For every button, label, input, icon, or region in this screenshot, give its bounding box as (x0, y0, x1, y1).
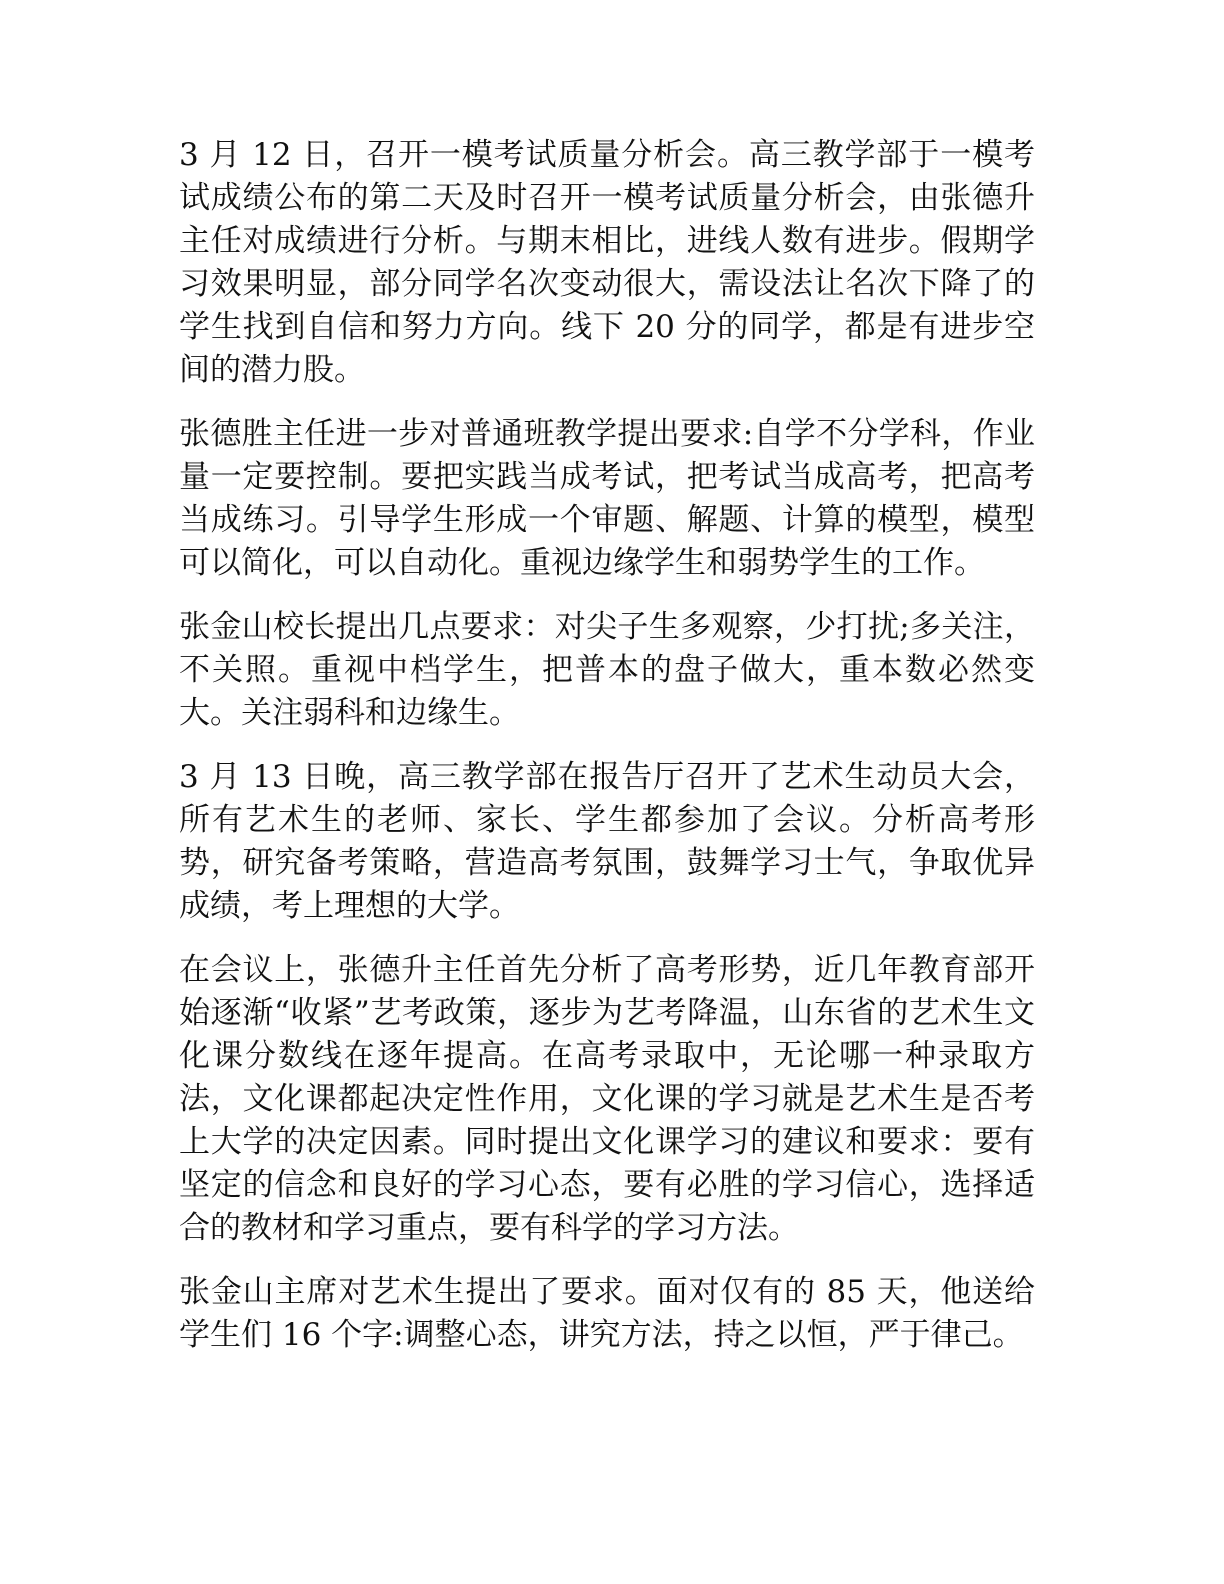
paragraph-teaching-requirements: 张德胜主任进一步对普通班教学提出要求:自学不分学科，作业量一定要控制。要把实践当成考试，把考试当成高考，把高考当成练习。引导学生形成一个审题、解题、计算的模型，模型可以简化，可以自动化。重视边缘学生和弱势学生的工作。 (179, 416, 1035, 581)
paragraph-chairman-requirements: 张金山主席对艺术生提出了要求。面对仅有的 85 天，他送给学生们 16 个字:调整心态，讲究方法，持之以恒，严于律己。 (179, 1274, 1035, 1353)
paragraph-exam-situation-analysis: 在会议上，张德升主任首先分析了高考形势，近几年教育部开始逐渐“收紧”艺考政策，逐步为艺考降温，山东省的艺术生文化课分数线在逐年提高。在高考录取中，无论哪一种录取方法，文化课都起决定性作用，文化课的学习就是艺术生是否考上大学的决定因素。同时提出文化课学习的建议和要求：要有坚定的信念和良好的学习心态，要有必胜的学习信心，选择适合的教材和学习重点，要有科学的学习方法。 (179, 952, 1035, 1246)
paragraph-exam-analysis-meeting: 3 月 12 日，召开一模考试质量分析会。高三教学部于一模考试成绩公布的第二天及时召开一模考试质量分析会，由张德升主任对成绩进行分析。与期末相比，进线人数有进步。假期学习效果明显，部分同学名次变动很大，需设法让名次下降了的学生找到自信和努力方向。线下 20 分的同学，都是有进步空间的潜力股。 (179, 137, 1035, 388)
document-body (179, 134, 1035, 1378)
paragraph-principal-requirements: 张金山校长提出几点要求：对尖子生多观察，少打扰;多关注，不关照。重视中档学生，把普本的盘子做大，重本数必然变大。关注弱科和边缘生。 (179, 609, 1035, 731)
paragraph-art-students-rally: 3 月 13 日晚，高三教学部在报告厅召开了艺术生动员大会，所有艺术生的老师、家长、学生都参加了会议。分析高考形势，研究备考策略，营造高考氛围，鼓舞学习士气，争取优异成绩，考上理想的大学。 (179, 759, 1035, 924)
